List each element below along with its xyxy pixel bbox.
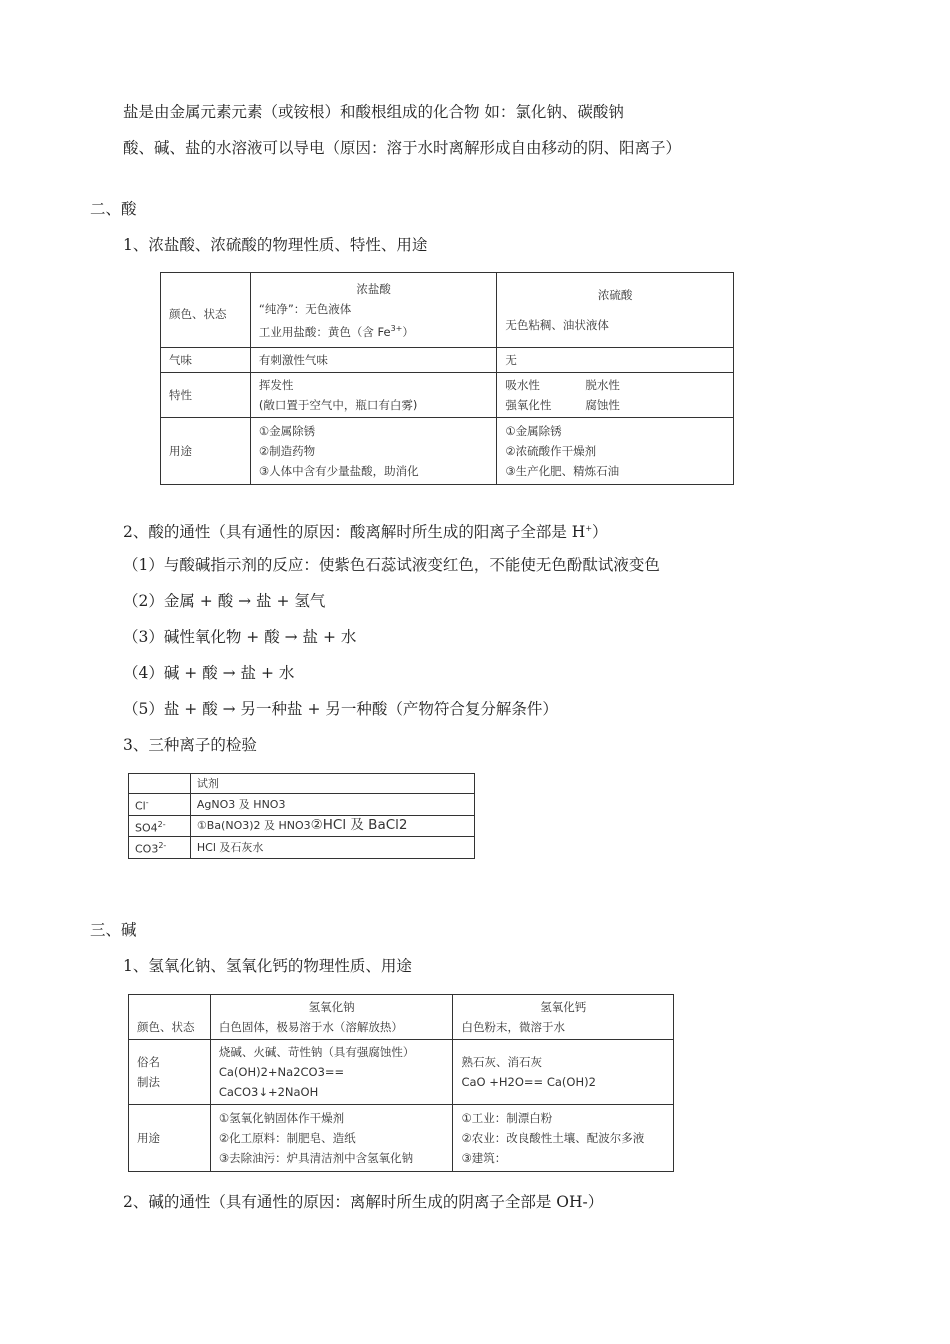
- hcl-property-2: (敞口置于空气中，瓶口有白雾): [258, 398, 418, 412]
- row-label-smell: 气味: [161, 348, 251, 373]
- table-row: [161, 273, 734, 348]
- caoh-color-cell: [453, 995, 674, 1040]
- caoh-alias-cell: [453, 1040, 674, 1105]
- naoh-make: Ca(OH)2+Na2CO3== CaCO3↓+2NaOH: [218, 1065, 345, 1099]
- naoh-use-cell: [210, 1105, 453, 1172]
- naoh-use-1: ①氢氧化钠固体作干燥剂: [218, 1111, 345, 1125]
- h2so4-use-2: ②浓硫酸作干燥剂: [505, 444, 597, 458]
- column-header-hcl: 浓盐酸: [356, 281, 391, 296]
- h2so4-property-line-1: 吸水性 脱水性: [505, 378, 620, 392]
- naoh-color: 白色固体，极易溶于水（溶解放热）: [218, 1020, 403, 1034]
- base-subheading-2: 2、碱的通性（具有通性的原因：离解时所生成的阴离子全部是 OH-）: [123, 1193, 604, 1211]
- hcl-color-line-1: “纯净”：无色液体: [258, 301, 352, 316]
- row-label-color: 颜色、状态: [161, 273, 251, 348]
- table-row: [161, 348, 734, 373]
- ion-carbonate: $CO3^{2-}$: [129, 837, 191, 859]
- naoh-alias-cell: [210, 1040, 453, 1105]
- acid-property-5: （5）盐 + 酸 → 另一种盐 + 另一种酸（产物符合复分解条件）: [123, 700, 558, 718]
- table-row: [129, 774, 475, 794]
- caoh-use-2: ②农业：改良酸性土壤、配波尔多液: [461, 1131, 645, 1145]
- intro-line-1: 盐是由金属元素元素（或铵根）和酸根组成的化合物 如：氯化钠、碳酸钠: [123, 103, 624, 121]
- reagent-chloride: AgNO3 及 HNO3: [190, 794, 474, 816]
- column-header-reagent: 试剂: [190, 774, 474, 794]
- h2so4-color-cell: [497, 273, 734, 348]
- base-subheading-1: 1、氢氧化钠、氢氧化钙的物理性质、用途: [123, 957, 412, 975]
- ion-test-table: [128, 773, 475, 859]
- ion-sulfate: $SO4^{2-}$: [129, 815, 191, 837]
- h2so4-use-cell: [497, 418, 734, 485]
- naoh-use-3: ③去除油污：炉具清洁剂中含氢氧化钠: [218, 1151, 414, 1165]
- hcl-smell: 有刺激性气味: [250, 348, 496, 373]
- row-label-use: 用途: [161, 418, 251, 485]
- ion-chloride: Cl-: [129, 794, 191, 816]
- acid-properties-table: [160, 272, 734, 485]
- naoh-color-cell: [210, 995, 453, 1040]
- table-row: [129, 995, 674, 1040]
- table-row: [161, 373, 734, 418]
- row-label-name-make: [129, 1040, 211, 1105]
- acid-property-1: （1）与酸碱指示剂的反应：使紫色石蕊试液变红色，不能使无色酚酞试液变色: [123, 556, 660, 574]
- h2so4-use-1: ①金属除锈: [505, 424, 562, 438]
- table-row: [161, 418, 734, 485]
- row-label-use: 用途: [129, 1105, 211, 1172]
- caoh-use-3: ③建筑：: [461, 1151, 507, 1165]
- caoh-use-1: ①工业：制漂白粉: [461, 1111, 553, 1125]
- naoh-use-2: ②化工原料：制肥皂、造纸: [218, 1131, 356, 1145]
- caoh-color: 白色粉末，微溶于水: [461, 1020, 565, 1034]
- acid-property-3: （3）碱性氧化物 + 酸 → 盐 + 水: [123, 628, 357, 646]
- table-row: [129, 1105, 674, 1172]
- table-row: [129, 1040, 674, 1105]
- section-heading-base: 三、碱: [90, 921, 137, 939]
- section-heading-acid: 二、酸: [90, 200, 137, 218]
- h2so4-property-cell: [497, 373, 734, 418]
- intro-line-2: 酸、碱、盐的水溶液可以导电（原因：溶于水时离解形成自由移动的阴、阳离子）: [123, 139, 682, 157]
- acid-subheading-3: 3、三种离子的检验: [123, 736, 257, 754]
- row-label-property: 特性: [161, 373, 251, 418]
- row-label-make: 制法: [137, 1075, 160, 1089]
- base-properties-table: [128, 994, 674, 1172]
- hcl-color-cell: [250, 273, 496, 348]
- acid-subheading-2: 2、酸的通性（具有通性的原因：酸离解时所生成的阳离子全部是 H+）: [123, 523, 608, 542]
- acid-subheading-1: 1、浓盐酸、浓硫酸的物理性质、特性、用途: [123, 236, 428, 254]
- h2so4-use-3: ③生产化肥、精炼石油: [505, 464, 620, 478]
- hcl-use-1: ①金属除锈: [258, 424, 316, 438]
- ion-header-empty: [129, 774, 191, 794]
- hcl-use-cell: [250, 418, 496, 485]
- row-label-alias: 俗名: [137, 1055, 160, 1069]
- h2so4-property-line-2: 强氧化性 腐蚀性: [505, 398, 620, 412]
- table-row: [129, 815, 475, 837]
- column-header-h2so4: 浓硫酸: [597, 288, 633, 302]
- naoh-alias: 烧碱、火碱、苛性钠（具有强腐蚀性）: [218, 1045, 415, 1059]
- column-header-caoh: 氢氧化钙: [540, 1000, 587, 1014]
- reagent-sulfate: ①Ba(NO3)2 及 HNO3②HCl 及 BaCl2: [190, 815, 474, 837]
- row-label-color: 颜色、状态: [129, 995, 211, 1040]
- h2so4-color: 无色粘稠、油状液体: [505, 318, 609, 332]
- column-header-naoh: 氢氧化钠: [308, 1000, 355, 1014]
- hcl-use-2: ②制造药物: [258, 444, 316, 458]
- reagent-carbonate: HCl 及石灰水: [190, 837, 474, 859]
- table-row: [129, 794, 475, 816]
- hcl-property-cell: [250, 373, 496, 418]
- hcl-color-line-2: 工业用盐酸：黄色（含 $Fe^{3+}$）: [258, 323, 414, 339]
- acid-property-4: （4）碱 + 酸 → 盐 + 水: [123, 664, 295, 682]
- table-row: [129, 837, 475, 859]
- caoh-make: CaO +H2O== Ca(OH)2: [461, 1075, 596, 1089]
- hcl-use-3: ③人体中含有少量盐酸，助消化: [258, 464, 419, 478]
- h2so4-smell: 无: [497, 348, 734, 373]
- hcl-property-1: 挥发性: [258, 378, 294, 392]
- acid-property-2: （2）金属 + 酸 → 盐 + 氢气: [123, 592, 326, 610]
- caoh-alias: 熟石灰、消石灰: [461, 1055, 542, 1069]
- caoh-use-cell: [453, 1105, 674, 1172]
